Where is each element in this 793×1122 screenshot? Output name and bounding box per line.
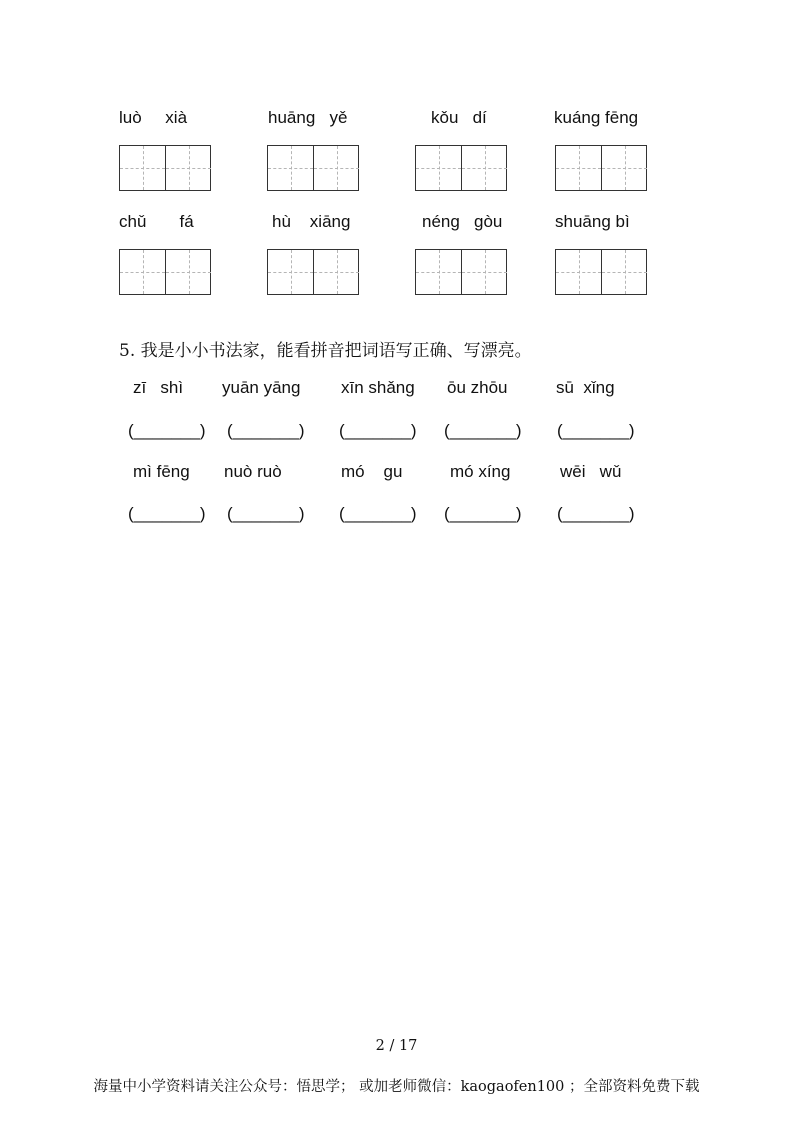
answer-blank[interactable]: (_______) xyxy=(128,504,206,523)
answer-blank[interactable]: (_______) xyxy=(227,504,305,523)
pinyin-label: mì fēng xyxy=(133,462,190,481)
writing-grid-box[interactable] xyxy=(267,145,359,191)
pinyin-label: ōu zhōu xyxy=(447,378,508,397)
writing-grid-box[interactable] xyxy=(119,249,211,295)
answer-blank[interactable]: (_______) xyxy=(444,421,522,440)
pinyin-label: sū xǐng xyxy=(556,378,615,397)
pinyin-label: mó gu xyxy=(341,462,403,481)
pinyin-label: shuāng bì xyxy=(555,212,630,231)
footer-notice: 海量中小学资料请关注公众号：悟思学； 或加老师微信：kaogaofen100 ；全部资料免费下载 xyxy=(93,1079,700,1095)
answer-blank[interactable]: (_______) xyxy=(227,421,305,440)
pinyin-label: yuān yāng xyxy=(222,378,301,397)
pinyin-label: xīn shǎng xyxy=(341,378,415,397)
pinyin-label: mó xíng xyxy=(450,462,511,481)
answer-blank[interactable]: (_______) xyxy=(339,421,417,440)
writing-grid-box[interactable] xyxy=(415,249,507,295)
question-5-prompt: 5. 我是小小书法家，能看拼音把词语写正确、写漂亮。 xyxy=(119,341,532,361)
pinyin-label: zī shì xyxy=(133,378,184,397)
writing-grid-box[interactable] xyxy=(267,249,359,295)
writing-grid-box[interactable] xyxy=(555,145,647,191)
answer-blank[interactable]: (_______) xyxy=(128,421,206,440)
writing-grid-box[interactable] xyxy=(415,145,507,191)
pinyin-label: huāng yě xyxy=(268,108,348,127)
answer-blank[interactable]: (_______) xyxy=(339,504,417,523)
writing-grid-box[interactable] xyxy=(119,145,211,191)
answer-blank[interactable]: (_______) xyxy=(557,504,635,523)
pinyin-label: kuáng fēng xyxy=(554,108,639,127)
pinyin-label: wēi wǔ xyxy=(560,462,622,481)
answer-blank[interactable]: (_______) xyxy=(444,504,522,523)
answer-blank[interactable]: (_______) xyxy=(557,421,635,440)
pinyin-label: nuò ruò xyxy=(224,462,282,481)
writing-grid-box[interactable] xyxy=(555,249,647,295)
page-number: 2 / 17 xyxy=(375,1038,418,1054)
pinyin-label: hù xiāng xyxy=(272,212,351,231)
pinyin-label: kǒu dí xyxy=(431,108,487,127)
pinyin-label: chǔ fá xyxy=(119,212,194,231)
pinyin-label: néng gòu xyxy=(422,212,503,231)
pinyin-label: luò xià xyxy=(119,108,188,127)
